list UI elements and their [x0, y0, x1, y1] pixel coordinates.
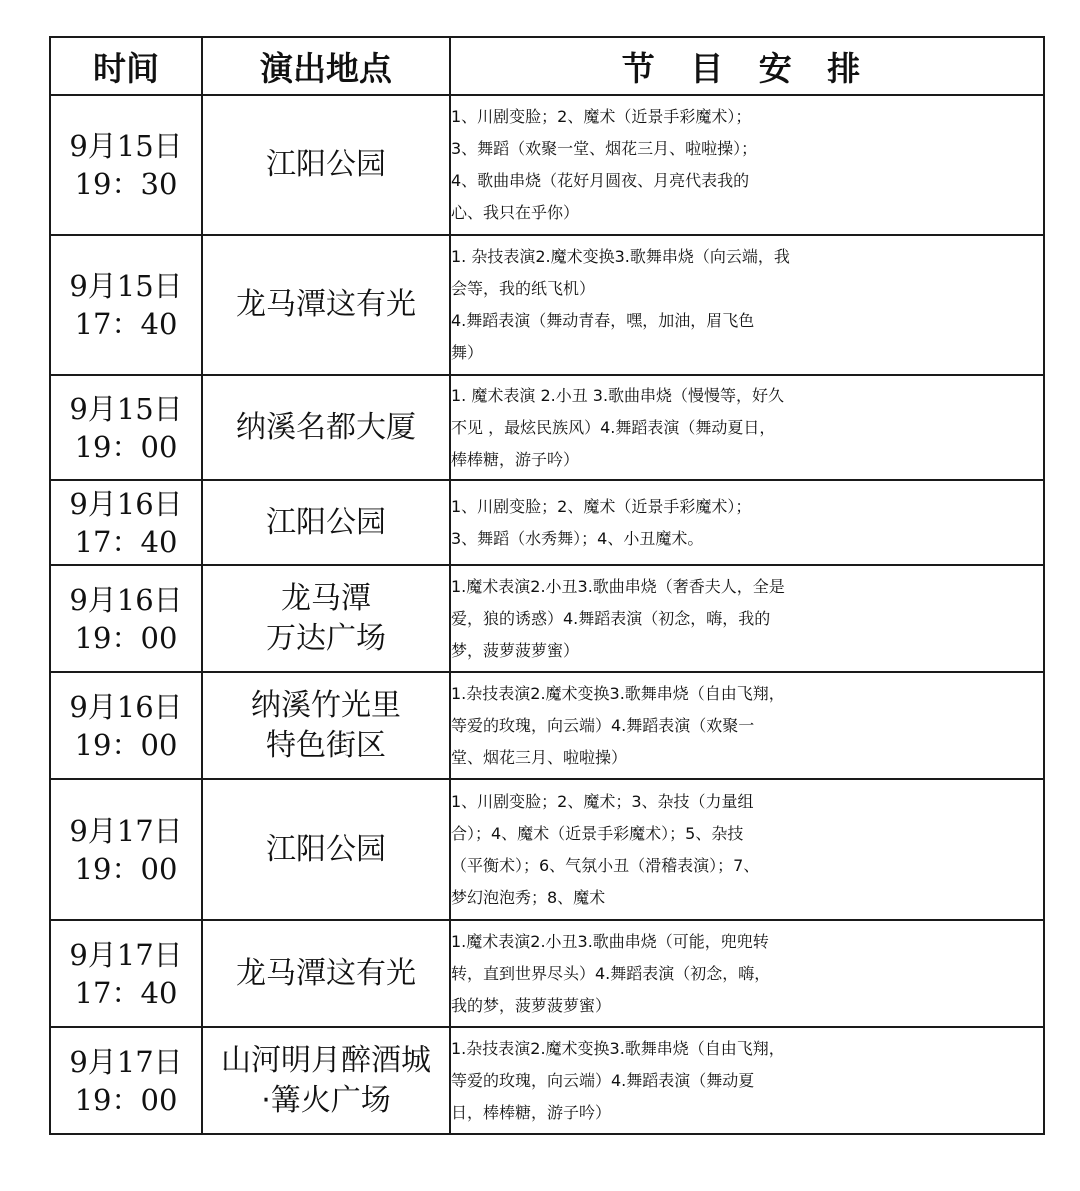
venue-line: 特色街区: [266, 727, 386, 763]
time-cell: [50, 565, 202, 672]
venue-cell: [202, 565, 450, 672]
table-row: [50, 95, 1044, 235]
program-cell: [450, 480, 1044, 565]
table-row: [50, 480, 1044, 565]
time-cell: [50, 920, 202, 1027]
program-line: 3、舞蹈（欢聚一堂、烟花三月、啦啦操）；: [451, 139, 758, 158]
time-text: 19：00: [74, 620, 178, 655]
program-line: 1.魔术表演2.小丑3.歌曲串烧（奢香夫人，全是: [451, 576, 785, 596]
venue-line: 江阳公园: [266, 831, 386, 867]
time-text: 19：00: [74, 1082, 178, 1117]
date-text: 9月16日: [69, 689, 183, 724]
venue-cell: [202, 95, 450, 235]
time-cell: [50, 1027, 202, 1134]
program-cell: [450, 565, 1044, 672]
time-cell: [50, 672, 202, 779]
program-line: 1、川剧变脸；2、魔术（近景手彩魔术）；: [451, 496, 752, 516]
venue-line: 龙马潭这有光: [236, 955, 416, 991]
program-line: 4.舞蹈表演（舞动青春，嘿，加油，眉飞色: [451, 311, 755, 330]
date-text: 9月15日: [69, 391, 183, 426]
header-venue: 演出地点: [202, 37, 450, 95]
time-text: 17：40: [74, 975, 178, 1010]
table-header-row: [50, 37, 1044, 95]
program-line: 心、我只在乎你）: [451, 203, 580, 222]
program-line: 不见 ，最炫民族风）4.舞蹈表演（舞动夏日，: [451, 417, 776, 437]
program-cell: [450, 672, 1044, 779]
time-text: 19：30: [74, 167, 178, 201]
venue-line: 江阳公园: [266, 147, 386, 182]
venue-line: 山河明月醉酒城: [221, 1042, 431, 1078]
table-row: [50, 375, 1044, 480]
time-cell: [50, 235, 202, 375]
table-row: [50, 672, 1044, 779]
venue-cell: [202, 480, 450, 565]
venue-line: ·篝火广场: [261, 1082, 391, 1118]
table-row: [50, 565, 1044, 672]
venue-cell: [202, 779, 450, 920]
program-line: 我的梦，菠萝菠萝蜜）: [451, 995, 612, 1015]
time-cell: [50, 95, 202, 235]
program-line: 日，棒棒糖，游子吟）: [451, 1102, 612, 1122]
program-line: 舞）: [451, 343, 484, 362]
time-text: 19：00: [74, 851, 178, 886]
venue-line: 纳溪名都大厦: [236, 409, 416, 445]
table-row: [50, 1027, 1044, 1134]
program-line: 梦，菠萝菠萝蜜）: [451, 640, 580, 660]
program-line: 1.杂技表演2.魔术变换3.歌舞串烧（自由飞翔，: [451, 1038, 785, 1058]
program-line: 堂、烟花三月、啦啦操）: [451, 747, 628, 767]
program-cell: [450, 1027, 1044, 1134]
venue-line: 纳溪竹光里: [251, 687, 401, 723]
header-time: 时间: [50, 37, 202, 95]
program-line: 1. 杂技表演2.魔术变换3.歌舞串烧（向云端，我: [451, 247, 790, 266]
time-text: 19：00: [74, 727, 178, 762]
date-text: 9月17日: [69, 1044, 183, 1079]
program-line: 1.魔术表演2.小丑3.歌曲串烧（可能，兜兜转: [451, 931, 769, 951]
date-text: 9月17日: [69, 813, 183, 848]
venue-cell: [202, 235, 450, 375]
program-line: 等爱的玫瑰，向云端）4.舞蹈表演（欢聚一: [451, 715, 755, 735]
program-line: 棒棒糖，游子吟）: [451, 449, 580, 469]
time-text: 17：40: [74, 307, 178, 341]
program-line: 等爱的玫瑰，向云端）4.舞蹈表演（舞动夏: [451, 1070, 755, 1090]
table-row: [50, 779, 1044, 920]
program-line: 1.杂技表演2.魔术变换3.歌舞串烧（自由飞翔，: [451, 683, 785, 703]
table-row: [50, 235, 1044, 375]
program-line: 爱，狼的诱惑）4.舞蹈表演（初念，嗨，我的: [451, 608, 771, 628]
program-line: 梦幻泡泡秀；8、魔术: [451, 887, 606, 907]
program-cell: [450, 235, 1044, 375]
program-line: 3、舞蹈（水秀舞）；4、小丑魔术。: [451, 528, 704, 548]
venue-cell: [202, 1027, 450, 1134]
venue-cell: [202, 672, 450, 779]
venue-line: 龙马潭这有光: [236, 287, 416, 322]
table-body: [50, 95, 1044, 1134]
date-text: 9月15日: [69, 129, 183, 163]
performance-schedule-table: [49, 36, 1045, 1135]
program-line: 1、川剧变脸；2、魔术（近景手彩魔术）；: [451, 107, 752, 126]
program-cell: [450, 95, 1044, 235]
program-cell: [450, 375, 1044, 480]
header-program: 节 目 安 排: [450, 37, 1044, 95]
program-line: 合）；4、魔术（近景手彩魔术）；5、杂技: [451, 823, 744, 843]
program-line: 会等，我的纸飞机）: [451, 279, 596, 298]
time-cell: [50, 779, 202, 920]
date-text: 9月16日: [69, 582, 183, 617]
table-row: [50, 920, 1044, 1027]
program-line: 1. 魔术表演 2.小丑 3.歌曲串烧（慢慢等，好久: [451, 385, 785, 405]
venue-line: 万达广场: [266, 620, 386, 656]
venue-line: 江阳公园: [266, 504, 386, 540]
time-cell: [50, 480, 202, 565]
date-text: 9月15日: [69, 269, 183, 303]
program-cell: [450, 779, 1044, 920]
time-text: 17：40: [74, 524, 178, 559]
program-line: 转，直到世界尽头）4.舞蹈表演（初念，嗨，: [451, 963, 771, 983]
venue-cell: [202, 375, 450, 480]
program-line: （平衡术）；6、气氛小丑（滑稽表演）；7、: [451, 855, 760, 875]
time-cell: [50, 375, 202, 480]
venue-line: 龙马潭: [281, 580, 371, 616]
date-text: 9月16日: [69, 486, 183, 521]
program-line: 4、歌曲串烧（花好月圆夜、月亮代表我的: [451, 171, 750, 190]
time-text: 19：00: [74, 429, 178, 464]
program-cell: [450, 920, 1044, 1027]
program-line: 1、川剧变脸；2、魔术；3、杂技（力量组: [451, 791, 754, 811]
date-text: 9月17日: [69, 937, 183, 972]
venue-cell: [202, 920, 450, 1027]
